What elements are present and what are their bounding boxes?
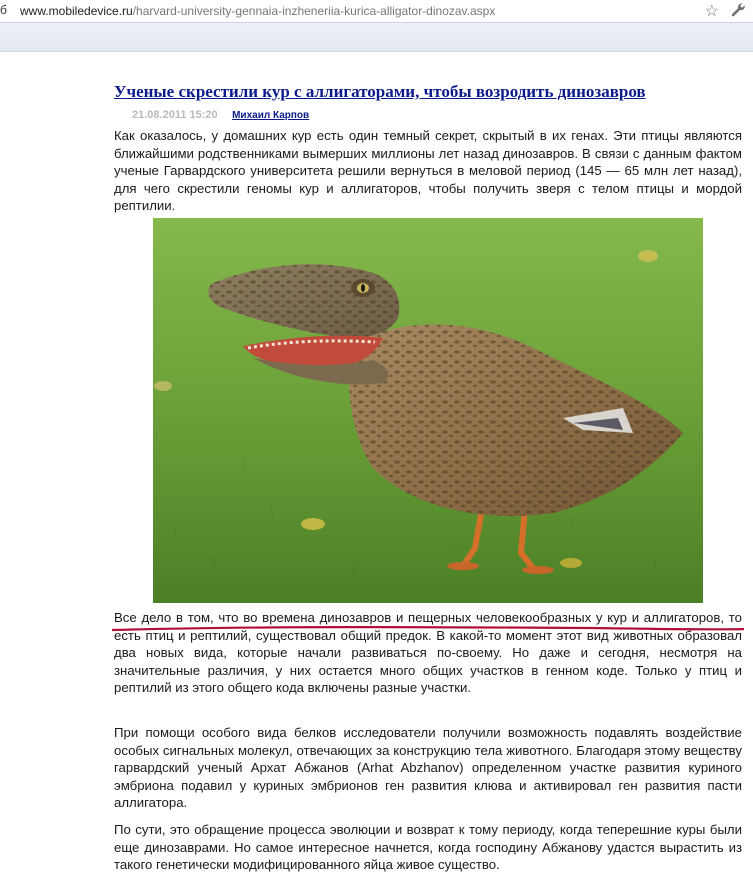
bookmarks-bar xyxy=(0,23,753,52)
annotation-underline xyxy=(110,624,746,634)
url-path: /harvard-university-gennaia-inzheneriia-kurica-alligator-dinozav.aspx xyxy=(132,4,496,18)
chicken-alligator-image xyxy=(153,218,703,603)
article-date: 21.08.2011 15:20 xyxy=(132,109,218,121)
article-paragraph-4: По сути, это обращение процесса эволюции и возврат к тому периоду, когда теперешние куры были еще динозаврами. Но самое интересное начнется, когда господину Абжанову удастся вырастить из такого генетически модифицированного яйца живое существо. xyxy=(114,822,742,873)
article-meta xyxy=(132,105,309,123)
article-paragraph-2: Все дело в том, что во времена динозавров и пещерных человекообразных у кур и аллигаторов, то есть птиц и рептилий, существовал общий предок. В какой-то момент этот вид животных образовал два новых вида, которые начали развиваться по-своему. Но даже и сегодня, несмотря на значительные различия, у них остается много общих участков в генном коде. Только у птиц и рептилий из этого общего кода включены разные участки. xyxy=(114,610,742,696)
tab-fragment[interactable]: б xyxy=(0,3,7,17)
author-link[interactable]: Михаил Карпов xyxy=(232,110,310,121)
article-photo xyxy=(153,218,703,603)
bookmark-star-icon[interactable]: ☆ xyxy=(704,3,719,20)
article-title-link[interactable]: Ученые скрестили кур с аллигаторами, чтобы возродить динозавров xyxy=(114,82,646,101)
url-field[interactable] xyxy=(20,4,495,18)
article-paragraph-3: При помощи особого вида белков исследователи получили возможность подавлять воздействие особых сигнальных молекул, отвечающих за конструкцию тела животного. Благодаря этому веществу гарвардский ученый Архат Абжанов (Arhat Abzhanov) определенном участке развития куриного эмбриона подавил у куриных эмбрионов ген развития клюва и активировал ген развития пасти аллигатора. xyxy=(114,725,742,811)
address-bar[interactable] xyxy=(0,0,753,23)
url-domain: www.mobiledevice.ru xyxy=(20,4,133,18)
article-paragraph-1: Как оказалось, у домашних кур есть один темный секрет, скрытый в их генах. Эти птицы являются ближайшими родственниками вымерших миллионы лет назад динозавров. В связи с данным фактом ученые Гарвардского университета решили вернуться в меловой период (145 — 65 млн лет назад), для чего скрестили геномы кур и аллигаторов, чтобы получить зверя с телом птицы и мордой рептилии. xyxy=(114,128,742,214)
wrench-icon[interactable] xyxy=(729,1,747,19)
